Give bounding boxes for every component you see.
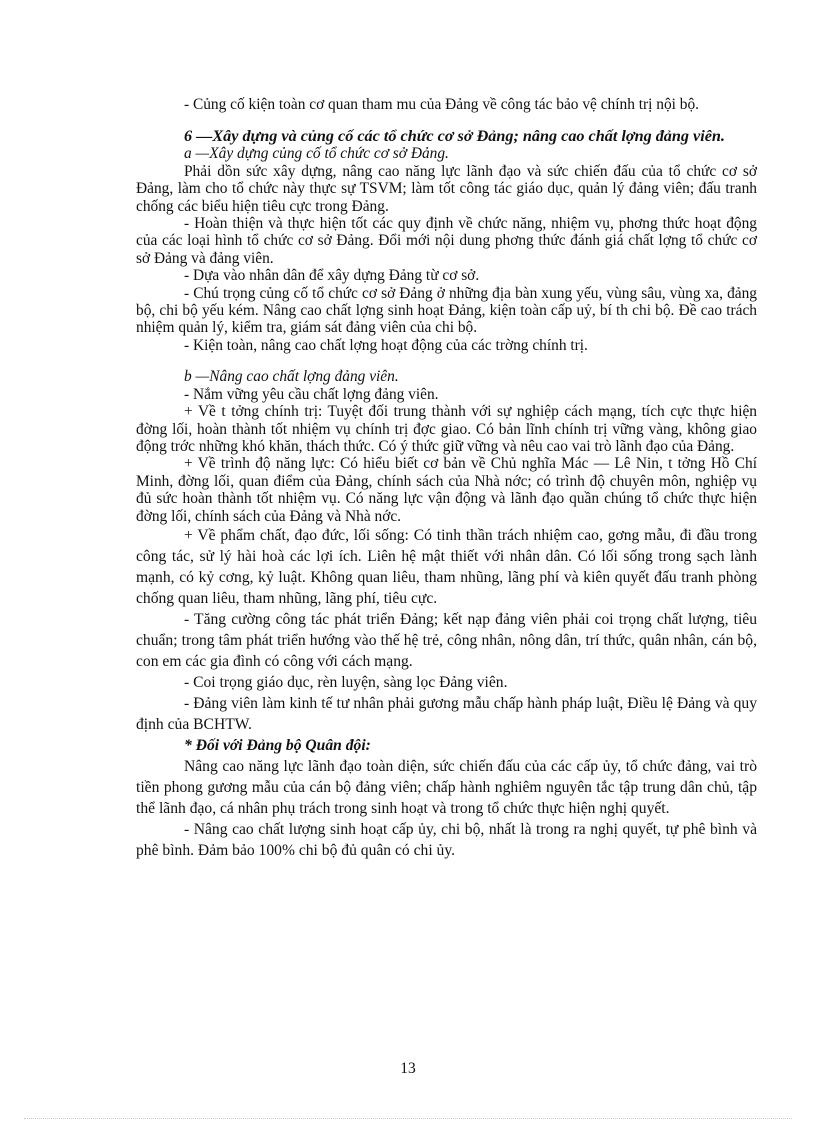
spacer <box>136 113 757 127</box>
paragraph: - Tăng cường công tác phát triển Đảng; kết nạp đảng viên phải coi trọng chất lượng, tiêu chuẩn; trong tâm phát triển hướng vào thế hệ trẻ, công nhân, nông dân, trí thức, quân nhân, cán bộ, con em các gia đình có công với cách mạng. <box>136 610 757 670</box>
paragraph: - Kiện toàn, nâng cao chất lợng hoạt động của các trờng chính trị. <box>184 336 588 354</box>
paragraph: - Nắm vững yêu cầu chất lợng đảng viên. <box>184 385 439 403</box>
paragraph: Nâng cao năng lực lãnh đạo toàn diện, sức chiến đấu của các cấp ủy, tổ chức đảng, vai trò tiền phong gương mẫu của cán bộ đảng viên; chấp hành nghiêm nguyên tắc tập trung dân chủ, tập thể lãnh đạo, cá nhân phụ trách trong sinh hoạt và trong tổ chức thực hiện nghị quyết. <box>136 757 757 817</box>
paragraph: + Về t tởng chính trị: Tuyệt đối trung thành với sự nghiệp cách mạng, tích cực thực hiện đờng lối, hoàn thành tốt nhiệm vụ chính trị đợc giao. Có bản lĩnh chính trị vững vàng, không giao động trớc những khó khăn, thách thức. Có ý thức giữ vững và nêu cao vai trò lãnh đạo của Đảng. <box>136 403 757 455</box>
spacer <box>136 354 757 368</box>
footer-divider <box>24 1118 792 1119</box>
paragraph: + Về trình độ năng lực: Có hiểu biết cơ bản về Chủ nghĩa Mác — Lê Nin, t tởng Hồ Chí Minh, đờng lối, quan điểm của Đảng, chính sách của Nhà nớc; có trình độ chuyên môn, nghiệp vụ đủ sức hoàn thành tốt nhiệm vụ. Có năng lực vận động và lãnh đạo quần chúng tổ chức thực hiện đờng lối, chính sách của Đảng và Nhà nớc. <box>136 455 757 525</box>
emphasis-heading: * Đối với Đảng bộ Quân đội: <box>184 736 371 754</box>
paragraph: - Hoàn thiện và thực hiện tốt các quy định về chức năng, nhiệm vụ, phơng thức hoạt động của các loại hình tổ chức cơ sở Đảng. Đổi mới nội dung phơng thức đánh giá chất lợng tổ chức cơ sở Đảng và đảng viên. <box>136 215 757 267</box>
paragraph: - Củng cố kiện toàn cơ quan tham mu của Đảng về công tác bảo vệ chính trị nội bộ. <box>184 96 700 113</box>
paragraph: - Chú trọng củng cố tổ chức cơ sở Đảng ở những địa bàn xung yếu, vùng sâu, vùng xa, đảng bộ, chi bộ yếu kém. Nâng cao chất lợng sinh hoạt Đảng, kiện toàn cấp uỷ, bí th chi bộ. Đề cao trách nhiệm quản lý, kiểm tra, giám sát đảng viên của chi bộ. <box>136 284 757 337</box>
subsection-heading: b —Nâng cao chất lợng đảng viên. <box>184 368 399 386</box>
paragraph: - Đảng viên làm kinh tế tư nhân phải gương mẫu chấp hành pháp luật, Điều lệ Đảng và quy định của BCHTW. <box>136 694 757 733</box>
paragraph: Phải dồn sức xây dựng, nâng cao năng lực lãnh đạo và sức chiến đấu của tổ chức cơ sở Đảng, làm cho tổ chức này thực sự TSVM; làm tốt công tác giáo dục, quản lý đảng viên; đấu tranh chống các biểu hiện tiêu cực trong Đảng. <box>136 162 757 215</box>
section-heading: 6 —Xây dựng và củng cố các tổ chức cơ sở Đảng; nâng cao chất lợng đảng viên. <box>184 127 725 146</box>
paragraph: - Coi trọng giáo dục, rèn luyện, sàng lọc Đảng viên. <box>184 673 508 691</box>
paragraph: + Về phẩm chất, đạo đức, lối sống: Có tinh thần trách nhiệm cao, gơng mẫu, đi đầu trong công tác, sử lý hài hoà các lợi ích. Liên hệ mật thiết với nhân dân. Có lối sống trong sạch lành mạnh, có kỷ cơng, kỷ luật. Không quan liêu, tham nhũng, lãng phí và kiên quyết đấu tranh phòng chống quan liêu, tham nhũng, lãng phí, tiêu cực. <box>136 526 757 607</box>
page-body <box>136 96 757 861</box>
subsection-heading: a —Xây dựng củng cố tổ chức cơ sở Đảng. <box>184 145 449 163</box>
paragraph: - Dựa vào nhân dân để xây dựng Đảng từ cơ sở. <box>184 267 480 285</box>
paragraph: - Nâng cao chất lượng sinh hoạt cấp ủy, chi bộ, nhất là trong ra nghị quyết, tự phê bình và phê bình. Đảm bảo 100% chi bộ đủ quân có chi ủy. <box>136 820 757 859</box>
page-number: 13 <box>400 1060 416 1077</box>
